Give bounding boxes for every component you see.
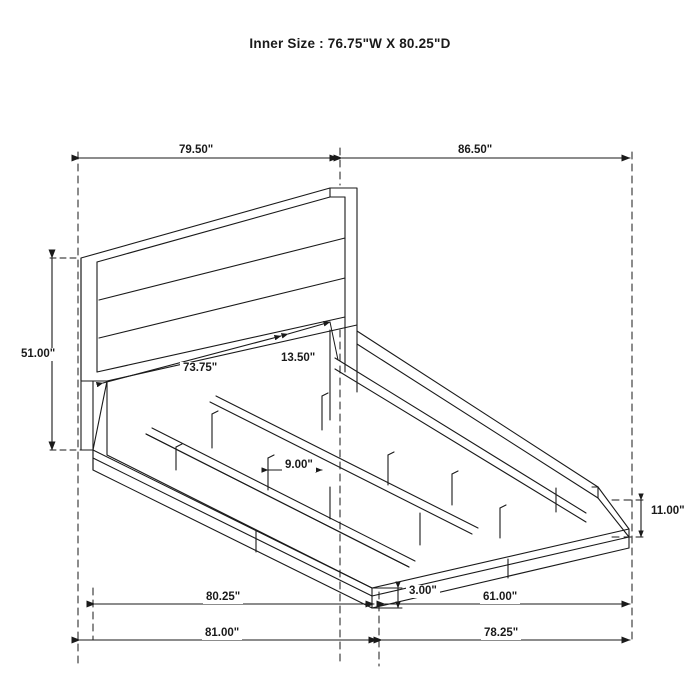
dimension-label-slat-clearance: 9.00" — [282, 459, 316, 472]
dimension-label-inner-front-width: 80.25" — [203, 591, 243, 604]
dimension-label-top-left-width: 79.50" — [176, 144, 216, 157]
dimension-label-rail-thickness: 3.00" — [406, 585, 440, 598]
dimension-label-headboard-post-gap: 13.50" — [278, 352, 318, 365]
dimension-label-outer-side-width: 78.25" — [481, 627, 521, 640]
page-title: Inner Size : 76.75"W X 80.25"D — [249, 36, 451, 51]
dimension-label-inner-side-width: 61.00" — [480, 591, 520, 604]
dimension-label-deck-height: 11.00" — [648, 505, 688, 518]
dimension-label-overall-height: 51.00" — [18, 348, 58, 361]
dimension-label-outer-front-width: 81.00" — [202, 627, 242, 640]
dimension-label-top-right-width: 86.50" — [455, 144, 495, 157]
dimension-label-headboard-width: 73.75" — [180, 362, 220, 375]
